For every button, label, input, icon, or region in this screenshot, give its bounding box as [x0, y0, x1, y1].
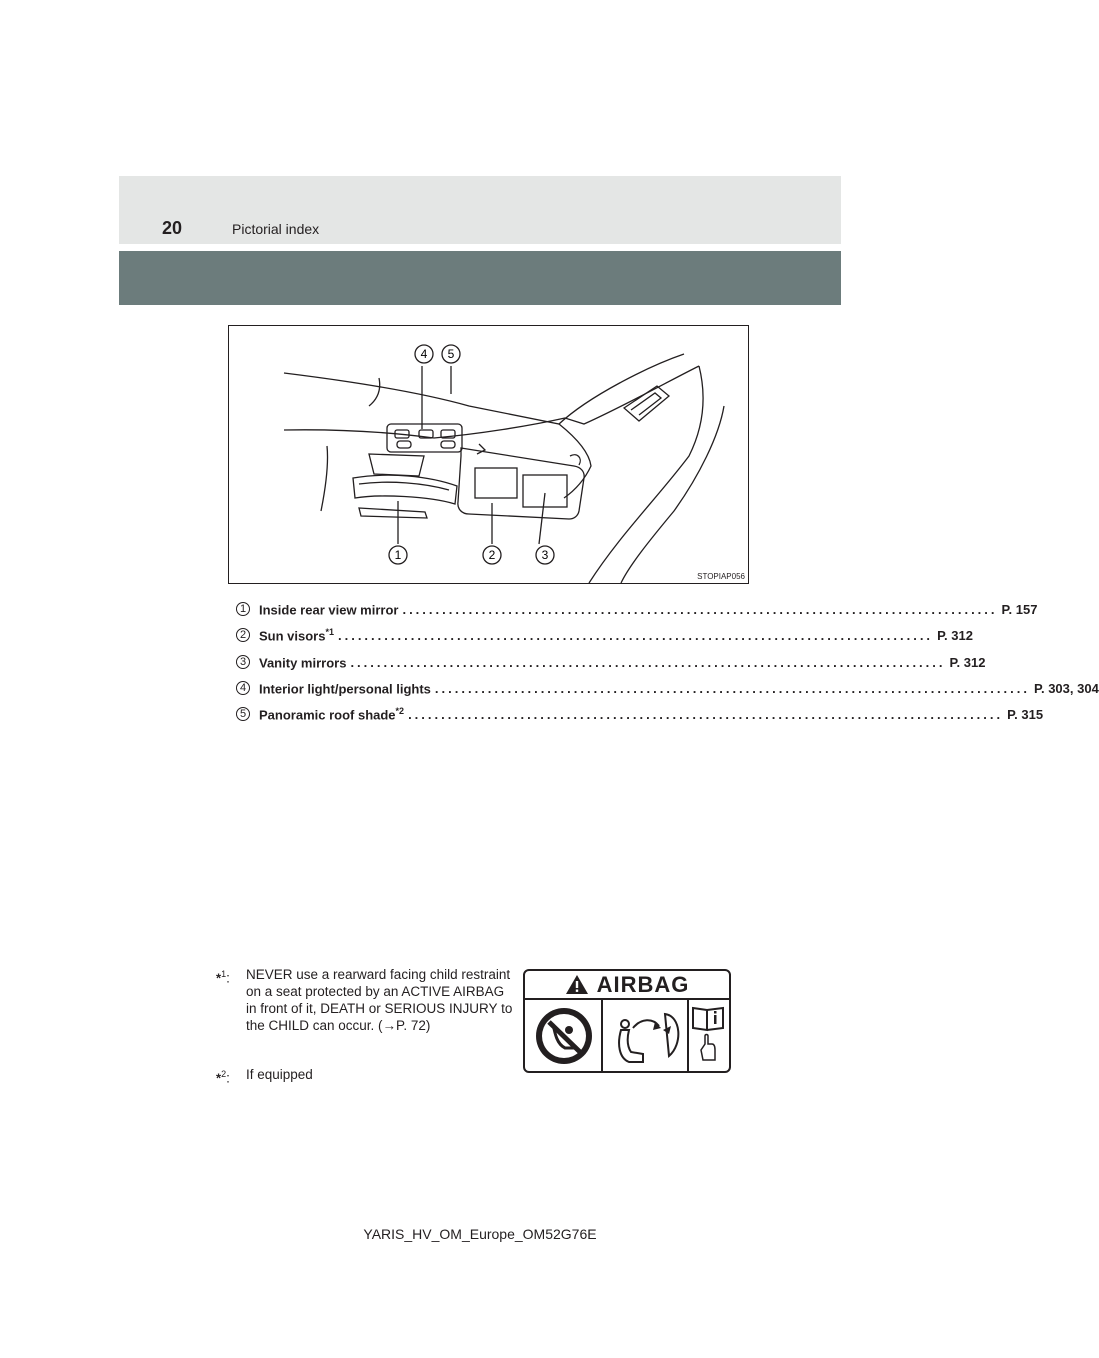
legend-label: Vanity mirrors	[259, 655, 347, 671]
legend-row-2	[236, 625, 973, 645]
footnote-mark: *$^2$:	[216, 1069, 230, 1086]
callout-2: 2	[488, 548, 496, 562]
airbag-warning-label	[523, 969, 731, 1073]
warning-triangle-icon	[565, 974, 589, 995]
page-reference[interactable]: P. 157	[1001, 601, 1038, 617]
airbag-label-body	[525, 1000, 729, 1071]
legend-label: Sun visors$^{*1}$	[259, 626, 334, 644]
legend-number: 3	[236, 655, 250, 669]
footnote-mark: *$^1$:	[216, 969, 230, 986]
dot-leader: ..........................................................................................	[402, 601, 998, 617]
no-rear-facing-child-seat-icon	[536, 1008, 592, 1064]
airbag-pictograms	[525, 1000, 729, 1071]
airbag-deploy-icon	[619, 1014, 678, 1062]
legend-row-5	[236, 704, 1044, 724]
dot-leader: ..........................................................................................	[408, 706, 1004, 722]
page-reference[interactable]: P. 312	[949, 654, 986, 670]
footnote-1	[216, 966, 516, 1056]
callout-numbers	[229, 326, 748, 583]
callout-1: 1	[394, 548, 402, 562]
dot-leader: ..........................................................................................	[337, 627, 934, 643]
legend-row-4	[236, 678, 1099, 698]
footnote-2	[216, 1066, 516, 1086]
legend-number: 2	[236, 628, 250, 642]
legend-row-1	[236, 599, 1038, 619]
header-band	[119, 176, 841, 244]
legend-number: 5	[236, 707, 250, 721]
manual-icon	[693, 1008, 723, 1060]
page-number: 20	[162, 218, 183, 238]
callout-3: 3	[541, 548, 549, 562]
document-code: YARIS_HV_OM_Europe_OM52G76E	[363, 1226, 597, 1242]
page-reference[interactable]: P. 303, 304	[1033, 680, 1099, 696]
dot-leader: ..........................................................................................	[350, 654, 946, 670]
legend-number: 1	[236, 602, 250, 616]
footnote-text: If equipped	[246, 1067, 313, 1082]
airbag-label-header	[525, 971, 729, 1000]
footnote-text: NEVER use a rearward facing child restraint on a seat protected by an ACTIVE AIRBAG in front of it, DEATH or SERIOUS INJURY to the CHILD can occur. (→P. 72)	[246, 967, 513, 1033]
airbag-title: AIRBAG	[596, 971, 690, 997]
legend-number: 4	[236, 681, 250, 695]
legend-label: Inside rear view mirror	[259, 602, 399, 618]
legend-label: Panoramic roof shade$^{*2}$	[259, 705, 405, 723]
page-reference[interactable]: P. 315	[1007, 706, 1044, 722]
callout-5: 5	[447, 347, 455, 361]
interior-roof-illustration	[228, 325, 749, 584]
figure-id: STOPIAP056	[697, 572, 745, 581]
legend-row-3	[236, 652, 986, 672]
dot-leader: ..........................................................................................	[434, 680, 1030, 696]
section-title: Pictorial index	[232, 221, 320, 237]
title-bar	[119, 251, 841, 305]
page-reference[interactable]: P. 312	[937, 627, 973, 643]
legend-label: Interior light/personal lights	[259, 681, 431, 697]
callout-4: 4	[420, 347, 428, 361]
